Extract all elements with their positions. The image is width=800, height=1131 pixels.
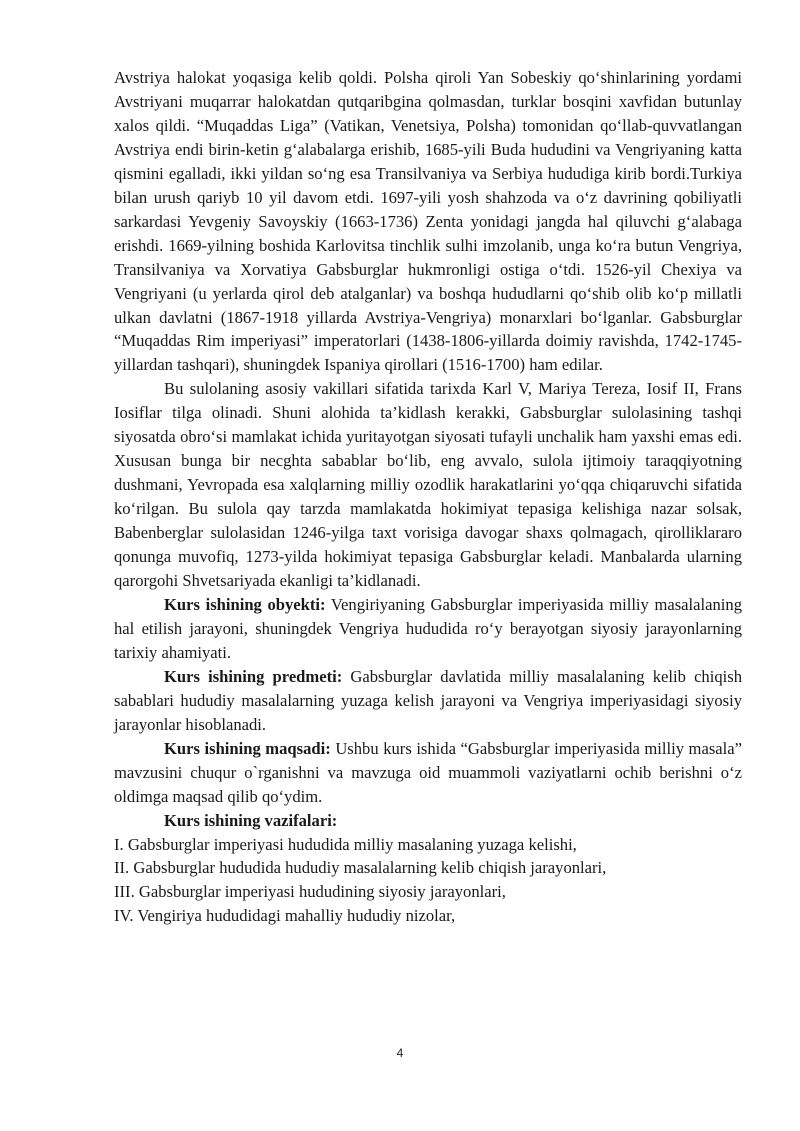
course-object-paragraph <box>114 593 742 665</box>
list-item: III. Gabsburglar imperiyasi hududining siyosiy jarayonlari, <box>114 882 506 902</box>
paragraph-dynasty: Bu sulolaning asosiy vakillari sifatida tarixda Karl V, Mariya Tereza, Iosif II, Frans Iosiflar tilga olinadi. Shuni alohida ta’kidlash kerakki, Gabsburglar sulolasining tashqi siyosatda obro‘si mamlakat ichida yuritayotgan siyosati tufayli unchalik ham yaxshi emas edi. Xususan bunga bir necghta sabablar bo‘lib, eng avvalo, sulola ijtimoiy taraqqiyotning dushmani, Yevropada esa xalqlarning milliy ozodlik harakatlarini yo‘qqa chiqaruvchi sifatida ko‘rilgan. Bu sulola qay tarzda mamlakatda hokimiyat tepasiga kelishiga nazar solsak, Babenberglar sulolasidan 1246-yilga taxt vorisiga davogar shaxs qolmagach, qirolliklararo qonunga muvofiq, 1273-yilda hokimiyat tepasiga Gabsburglar keladi. Manbalarda ularning qarorgohi Shvetsariyada ekanligi ta’kidlanadi. <box>114 379 742 591</box>
list-item: I. Gabsburglar imperiyasi hududida milliy masalaning yuzaga kelishi, <box>114 834 577 854</box>
page-number: 4 <box>396 1046 404 1060</box>
paragraph-history: Avstriya halokat yoqasiga kelib qoldi. Polsha qiroli Yan Sobeskiy qo‘shinlarining yordami Avstriyani muqarrar halokatdan qutqaribgina qolmasdan, turklar bosqini xavfidan butunlay xalos qildi. “Muqaddas Liga” (Vatikan, Venetsiya, Polsha) tomonidan qo‘llab-quvvatlangan Avstriya endi birin-ketin g‘alabalarga erishib, 1685-yili Buda hududini va Vengriyaning katta qismini egalladi, ikki yildan so‘ng esa Transilvaniya va Serbiya hududiga kirib bordi.Turkiya bilan urush qariyb 10 yil davom etdi. 1697-yili yosh shahzoda va o‘z davrining qobiliyatli sarkardasi Yevgeniy Savoyskiy (1663-1736) Zenta yonidagi jangda hal qiluvchi g‘alabaga erishdi. 1669-yilning boshida Karlovitsa tinchlik sulhi imzolanib, unga ko‘ra butun Vengriya, Transilvaniya va Xorvatiya Gabsburglar hukmronligi ostiga o‘tdi. 1526-yil Chexiya va Vengriyani (u yerlarda qirol deb atalganlar) va boshqa hududlarni qo‘shib olib ko‘p millatli ulkan davlatni (1867-1918 yillarda Avstriya-Vengriya) monarxlari bo‘lganlar. Gabsburglar “Muqaddas Rim imperiyasi” imperatorlari (1438-1806-yillarda doimiy ravishda, 1742-1745-yillardan tashqari), shuningdek Ispaniya qirollari (1516-1700) ham edilar. <box>114 68 742 375</box>
course-tasks-heading: Kurs ishining vazifalari: <box>164 810 338 830</box>
course-subject-label: Kurs ishining predmeti: <box>164 666 343 686</box>
course-tasks-list <box>114 833 742 929</box>
document-page <box>114 66 742 928</box>
list-item: II. Gabsburglar hududida hududiy masalalarning kelib chiqish jarayonlari, <box>114 858 607 878</box>
course-object-label: Kurs ishining obyekti: <box>164 594 326 614</box>
course-goal-paragraph <box>114 737 742 809</box>
course-subject-paragraph <box>114 665 742 737</box>
course-object-text: Vengiriyaning Gabsburglar imperiyasida milliy masalalaning hal etilish jarayoni, shuningdek Vengriya hududida ro‘y berayotgan siyosiy jarayonlarning tarixiy ahamiyati. <box>114 594 743 662</box>
course-subject-text: Gabsburglar davlatida milliy masalalaning kelib chiqish sabablari hududiy masalalarning yuzaga kelish jarayoni va Vengriya imperiyasidagi siyosiy jarayonlar hisoblanadi. <box>114 666 742 734</box>
course-goal-label: Kurs ishining maqsadi: <box>164 738 331 758</box>
course-goal-text: Ushbu kurs ishida “Gabsburglar imperiyasida milliy masala” mavzusini chuqur o`rganishni va mavzuga oid muammoli vaziyatlarni ochib berishni o‘z oldimga maqsad qilib qo‘ydim. <box>114 738 742 806</box>
list-item: IV. Vengiriya hududidagi mahalliy hududiy nizolar, <box>114 906 456 926</box>
